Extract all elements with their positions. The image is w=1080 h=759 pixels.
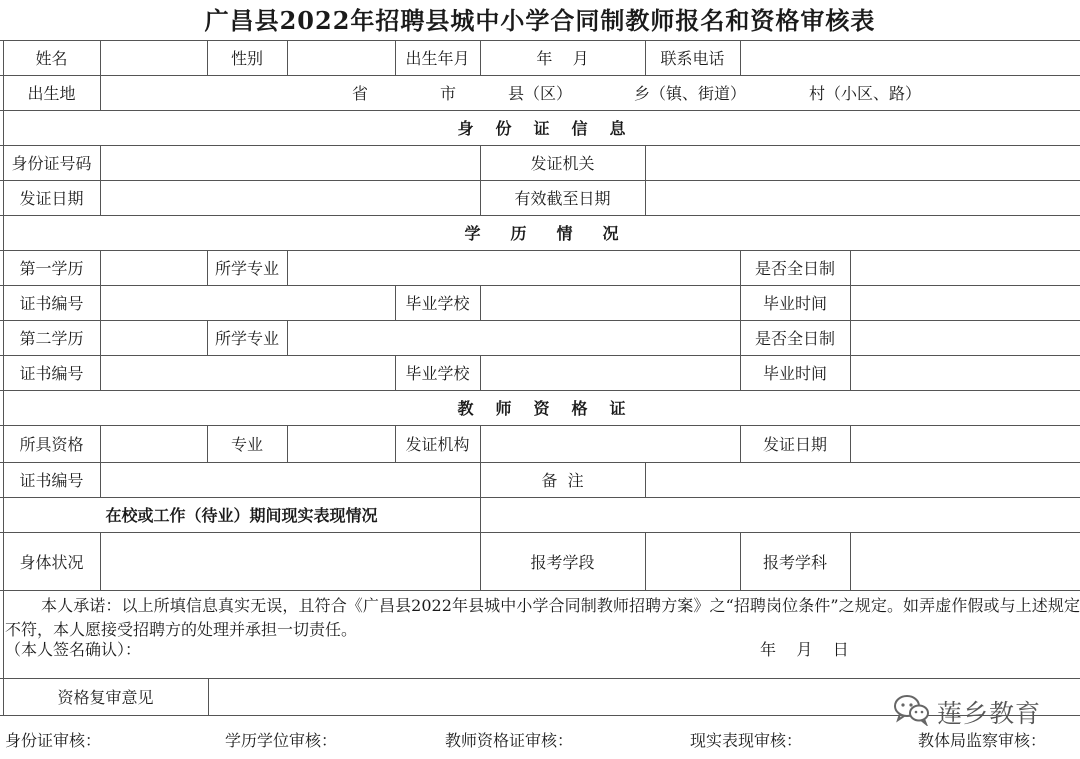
second-degree-label: 第二学历 — [19, 329, 84, 348]
signature-label: （本人签名确认）： — [5, 640, 142, 659]
id-review-label: 身份证审核： — [5, 731, 102, 750]
major2-field[interactable] — [287, 320, 740, 355]
phone-label: 联系电话 — [660, 49, 725, 68]
issue-date-label: 发证日期 — [19, 189, 84, 208]
fulltime2-field[interactable] — [850, 320, 1080, 355]
teacher-issue-date-field[interactable] — [850, 425, 1080, 462]
gender-field[interactable] — [287, 40, 395, 75]
supervision-review-label: 教体局监察审核： — [918, 731, 1047, 750]
teacher-cert-no-field[interactable] — [100, 462, 480, 497]
school1-label: 毕业学校 — [405, 294, 470, 313]
watermark-text: 莲乡教育 — [937, 699, 1042, 728]
review-field[interactable] — [208, 678, 888, 715]
second-degree-field[interactable] — [100, 320, 207, 355]
cert-no1-label: 证书编号 — [19, 294, 84, 313]
id-number-field[interactable] — [100, 145, 480, 180]
name-label: 姓名 — [35, 49, 68, 68]
teacher-major-field[interactable] — [287, 425, 395, 462]
teacher-section-header: 教师资格证 — [457, 399, 648, 418]
performance-review-label: 现实表现审核： — [690, 731, 803, 750]
page-title: 广昌县2022年招聘县城中小学合同制教师报名和资格审核表 — [204, 6, 876, 35]
issuing-body-field[interactable] — [480, 425, 740, 462]
school2-field[interactable] — [480, 355, 740, 390]
fulltime2-label: 是否全日制 — [754, 329, 835, 348]
subject-field[interactable] — [850, 532, 1080, 590]
gender-label: 性别 — [230, 49, 263, 68]
teacher-issue-date-label: 发证日期 — [762, 435, 827, 454]
name-field[interactable] — [100, 40, 207, 75]
issuing-body-label: 发证机构 — [405, 435, 470, 454]
edu-review-label: 学历学位审核： — [225, 731, 338, 750]
id-number-label: 身份证号码 — [11, 154, 92, 173]
grad-time1-field[interactable] — [850, 285, 1080, 320]
village-label: 村（小区、路） — [808, 84, 921, 103]
county-label: 县（区） — [507, 84, 572, 103]
school2-label: 毕业学校 — [405, 364, 470, 383]
major2-label: 所学专业 — [214, 329, 279, 348]
major1-label: 所学专业 — [214, 259, 279, 278]
grad-time2-field[interactable] — [850, 355, 1080, 390]
issuer-label: 发证机关 — [530, 154, 595, 173]
expiry-label: 有效截至日期 — [514, 189, 611, 208]
pledge-text: 本人承诺：以上所填信息真实无误，且符合《广昌县2022年县城中小学合同制教师招聘方案》之“招聘岗位条件”之规定。如弄虚作假或与上述规定不符，本人愿接受招聘方的处理并承担一切责任。 — [5, 596, 1080, 639]
cert-no2-field[interactable] — [100, 355, 395, 390]
performance-field[interactable] — [480, 497, 1080, 532]
review-label: 资格复审意见 — [57, 688, 154, 707]
issuer-field[interactable] — [645, 145, 1080, 180]
first-degree-field[interactable] — [100, 250, 207, 285]
id-section-header: 身份证信息 — [457, 119, 648, 138]
remarks-label: 备 注 — [541, 471, 584, 490]
grad-time2-label: 毕业时间 — [762, 364, 827, 383]
qualification-label: 所具资格 — [19, 435, 84, 454]
phone-field[interactable] — [740, 40, 1080, 75]
teacher-major-label: 专业 — [230, 435, 263, 454]
performance-label: 在校或工作（待业）期间现实表现情况 — [105, 506, 378, 525]
birth-year-month[interactable]: 年 月 — [536, 49, 589, 68]
wechat-icon — [893, 694, 931, 730]
first-degree-label: 第一学历 — [19, 259, 84, 278]
fulltime1-field[interactable] — [850, 250, 1080, 285]
teacher-cert-no-label: 证书编号 — [19, 471, 84, 490]
town-label: 乡（镇、街道） — [633, 84, 746, 103]
cert-no2-label: 证书编号 — [19, 364, 84, 383]
stage-label: 报考学段 — [530, 552, 595, 572]
pledge-date: 年 月 日 — [760, 640, 849, 659]
school1-field[interactable] — [480, 285, 740, 320]
subject-label: 报考学科 — [762, 552, 827, 572]
remarks-field[interactable] — [645, 462, 1080, 497]
birthplace-label: 出生地 — [27, 84, 76, 103]
province-label: 省 — [351, 84, 368, 103]
cert-no1-field[interactable] — [100, 285, 395, 320]
fulltime1-label: 是否全日制 — [754, 259, 835, 278]
grad-time1-label: 毕业时间 — [762, 294, 827, 313]
teacher-review-label: 教师资格证审核： — [445, 731, 574, 750]
qualification-field[interactable] — [100, 425, 207, 462]
stage-field[interactable] — [645, 532, 740, 590]
watermark — [893, 694, 1041, 730]
expiry-field[interactable] — [645, 180, 1080, 215]
city-label: 市 — [439, 84, 456, 103]
health-label: 身体状况 — [19, 552, 84, 572]
issue-date-field[interactable] — [100, 180, 480, 215]
major1-field[interactable] — [287, 250, 740, 285]
health-field[interactable] — [100, 532, 480, 590]
birth-label: 出生年月 — [405, 49, 470, 68]
edu-section-header: 学历情况 — [464, 224, 649, 243]
